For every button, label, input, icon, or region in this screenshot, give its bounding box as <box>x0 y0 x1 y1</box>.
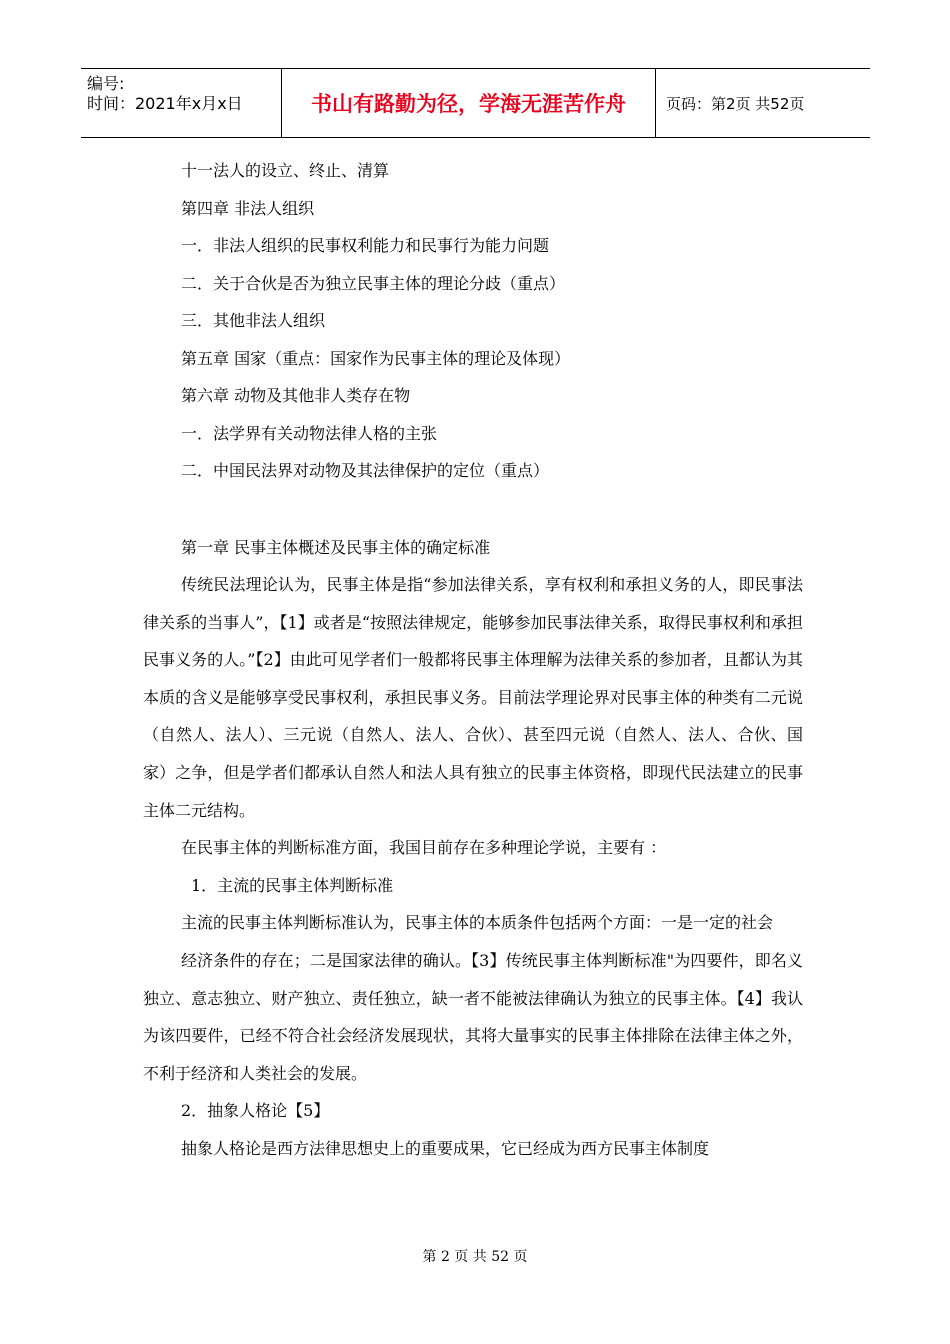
outline-item: 二．中国民法界对动物及其法律保护的定位（重点） <box>181 461 550 480</box>
paragraph: 在民事主体的判断标准方面，我国目前存在多种理论学说，主要有 ： <box>181 838 667 858</box>
document-date: 时间：2021年x月x日 <box>87 94 243 113</box>
paragraph: 传统民法理论认为，民事主体是指“参加法律关系，享有权利和承担义务的人，即民事法律关系的当事人”，【1】或者是“按照法律规定，能够参加民事法律关系，取得民事权利和承担民事义务的人。”【2】由此可见学者们一般都将民事主体理解为法律关系的参加者，且都认为其本质的含义是能够享受民事权利，承担民事义务。目前法学理论界对民事主体的种类有二元说（自然人、法人）、三元说（自然人、法人、合伙）、甚至四元说（自然人、法人、合伙、国家）之争，但是学者们都承认自然人和法人具有独立的民事主体资格，即现代民法建立的民事主体二元结构。 <box>143 575 803 820</box>
outline-item: 第五章 国家（重点：国家作为民事主体的理论及体现） <box>181 348 571 368</box>
paragraph: 主流的民事主体判断标准认为，民事主体的本质条件包括两个方面：一是一定的社会 <box>181 913 774 933</box>
header-meta <box>81 69 282 137</box>
section-heading: 2．抽象人格论【5】 <box>181 1101 330 1121</box>
outline-item: 三．其他非法人组织 <box>181 311 326 330</box>
outline-item: 十一法人的设立、终止、清算 <box>181 161 390 180</box>
header-page-info: 页码：第2页 共52页 <box>666 94 805 113</box>
outline-item: 第六章 动物及其他非人类存在物 <box>181 386 411 405</box>
page-footer: 第 2 页 共 52 页 <box>422 1249 528 1265</box>
chapter-title: 第一章 民事主体概述及民事主体的确定标准 <box>181 537 491 557</box>
document-code-label: 编号: <box>87 74 125 93</box>
outline-item: 一．非法人组织的民事权利能力和民事行为能力问题 <box>181 236 550 255</box>
outline-item: 一．法学界有关动物法律人格的主张 <box>181 423 438 443</box>
section-heading: 1．主流的民事主体判断标准 <box>191 875 394 895</box>
chapter-section <box>143 529 803 1168</box>
paragraph: 经济条件的存在；二是国家法律的确认。【3】传统民事主体判断标准"为四要件，即名义独立、意志独立、财产独立、责任独立，缺一者不能被法律确认为独立的民事主体。【4】我认为该四要件，已经不符合社会经济发展现状，其将大量事实的民事主体排除在法律主体之外，不利于经济和人类社会的发展。 <box>143 951 803 1083</box>
outline-item: 第四章 非法人组织 <box>181 198 315 218</box>
document-body <box>143 155 803 1168</box>
header-motto: 书山有路勤为径，学海无涯苦作舟 <box>282 69 656 137</box>
paragraph: 抽象人格论是西方法律思想史上的重要成果，它已经成为西方民事主体制度 <box>181 1139 710 1158</box>
page-header <box>81 68 870 138</box>
outline-item: 二．关于合伙是否为独立民事主体的理论分歧（重点） <box>181 273 566 293</box>
outline-list <box>143 155 803 493</box>
